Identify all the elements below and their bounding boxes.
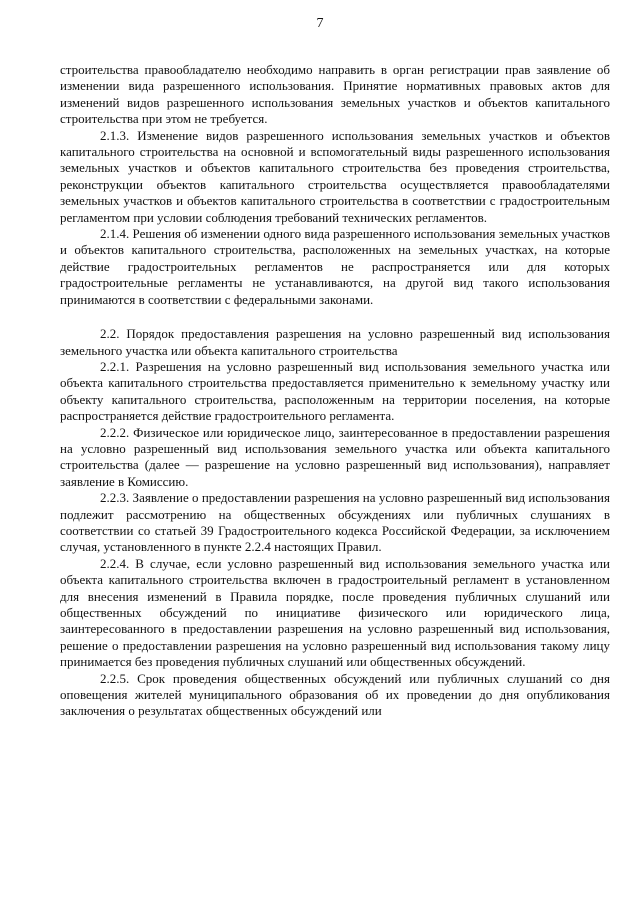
paragraph-2-2-3: 2.2.3. Заявление о предоставлении разрешения на условно разрешенный вид использования подлежит рассмотрению на общественных обсуждениях или публичных слушаниях в соответствии со статьей 39 Градостроительного кодекса Российской Федерации, за исключением случая, установленного в пункте 2.2.4 настоящих Правил.	[60, 490, 610, 555]
paragraph-2-2-4: 2.2.4. В случае, если условно разрешенный вид использования земельного участка или объекта капитального строительства включен в градостроительный регламент в установленном для внесения изменений в Правила порядке, после проведения публичных слушаний или общественных обсуждений по инициативе физического или юридического лица, заинтересованного в предоставлении разрешения на условно разрешенный вид использования, решение о предоставлении разрешения на условно разрешенный вид использования такому лицу принимается без проведения публичных слушаний или общественных обсуждений.	[60, 555, 610, 670]
paragraph-2-2-2: 2.2.2. Физическое или юридическое лицо, заинтересованное в предоставлении разрешения на условно разрешенный вид использования земельного участка или объекта капитального строительства (далее — разрешение на условно разрешенный вид использования), направляет заявление в Комиссию.	[60, 424, 610, 489]
paragraph-2-1-4: 2.1.4. Решения об изменении одного вида разрешенного использования земельных участков и объектов капитального строительства, расположенных на земельных участках, на которые действие градостроительных регламентов не распространяется или для которых градостроительные регламенты не устанавливаются, на другой вид такого использования принимаются в соответствии с федеральными законами.	[60, 226, 610, 307]
paragraph-2-1-3: 2.1.3. Изменение видов разрешенного использования земельных участков и объектов капитального строительства на основной и вспомогательный виды разрешенного использования земельных участков и объектов капитального строительства без проведения строительства, реконструкции объектов капитального строительства осуществляется правообладателями земельных участков и объектов капитального строительства в соответствии с градостроительным регламентом при условии соблюдения требований технических регламентов.	[60, 127, 610, 225]
document-body	[60, 62, 610, 720]
paragraph-2-2-1: 2.2.1. Разрешения на условно разрешенный вид использования земельного участка или объекта капитального строительства предоставляется применительно к земельному участку или объекту капитального строительства, расположенным на территории поселения, на которые распространяется действие градостроительного регламента.	[60, 358, 610, 424]
paragraph-continuation: строительства правообладателю необходимо направить в орган регистрации прав заявление об изменении вида разрешенного использования. Принятие нормативных правовых актов для изменений видов разрешенного использования земельных участков и объектов капитального строительства при этом не требуется.	[60, 62, 610, 127]
paragraph-2-2-5: 2.2.5. Срок проведения общественных обсуждений или публичных слушаний со дня оповещения жителей муниципального образования об их проведении до дня опубликования заключения о результатах общественных обсуждений или	[60, 670, 610, 719]
section-heading-2-2: 2.2. Порядок предоставления разрешения на условно разрешенный вид использования земельного участка или объекта капитального строительства	[60, 326, 610, 358]
page-number: 7	[316, 16, 324, 31]
